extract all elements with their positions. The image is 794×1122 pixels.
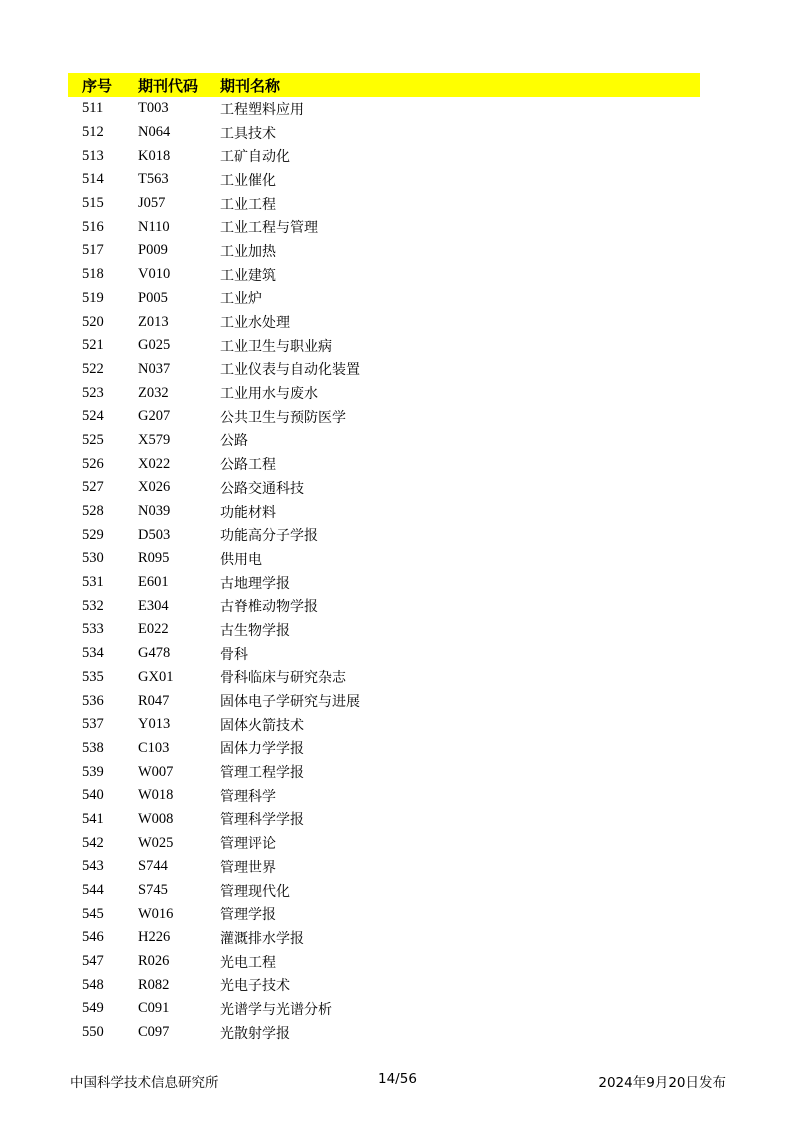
row-seq: 530	[82, 550, 104, 567]
row-code: H226	[138, 929, 171, 946]
row-seq: 543	[82, 858, 104, 875]
row-seq: 548	[82, 976, 104, 993]
row-code: V010	[138, 266, 171, 283]
row-seq: 549	[82, 1000, 104, 1017]
row-name: 公共卫生与预防医学	[220, 409, 346, 426]
table-row	[68, 784, 700, 808]
table-row	[68, 808, 700, 832]
table-row	[68, 192, 700, 216]
row-code: C097	[138, 1024, 170, 1041]
table-row	[68, 215, 700, 239]
row-code: G207	[138, 408, 171, 425]
row-code: GX01	[138, 668, 174, 685]
header-seq: 序号	[82, 77, 113, 95]
row-code: P009	[138, 242, 168, 259]
row-name: 功能高分子学报	[220, 528, 318, 545]
table-row	[68, 973, 700, 997]
row-seq: 526	[82, 455, 104, 472]
row-code: T563	[138, 171, 169, 188]
row-code: J057	[138, 195, 166, 212]
row-name: 固体电子学研究与进展	[220, 694, 360, 711]
row-code: S744	[138, 858, 168, 875]
table-row	[68, 855, 700, 879]
table-row	[68, 666, 700, 690]
table-row	[68, 334, 700, 358]
row-name: 公路交通科技	[220, 480, 304, 497]
row-seq: 547	[82, 953, 104, 970]
row-name: 工业加热	[220, 243, 276, 260]
row-name: 灌溉排水学报	[220, 930, 304, 947]
row-code: X026	[138, 479, 171, 496]
row-name: 工业建筑	[220, 267, 276, 284]
table-row	[68, 310, 700, 334]
row-name: 工业工程与管理	[220, 220, 318, 237]
row-seq: 539	[82, 763, 104, 780]
row-seq: 515	[82, 195, 104, 212]
row-code: N037	[138, 360, 171, 377]
table-row	[68, 713, 700, 737]
table-row	[68, 381, 700, 405]
row-code: W008	[138, 810, 174, 827]
journal-table	[68, 73, 700, 1045]
row-seq: 537	[82, 716, 104, 733]
row-seq: 521	[82, 337, 104, 354]
row-seq: 523	[82, 384, 104, 401]
row-seq: 541	[82, 810, 104, 827]
page-footer	[70, 1071, 726, 1091]
row-code: E601	[138, 574, 169, 591]
row-name: 管理科学	[220, 788, 276, 805]
table-row	[68, 405, 700, 429]
row-seq: 535	[82, 668, 104, 685]
row-seq: 546	[82, 929, 104, 946]
row-seq: 517	[82, 242, 104, 259]
row-seq: 533	[82, 621, 104, 638]
row-seq: 522	[82, 360, 104, 377]
row-code: R047	[138, 692, 170, 709]
row-name: 工业水处理	[220, 315, 290, 332]
table-row	[68, 926, 700, 950]
table-row	[68, 97, 700, 121]
row-code: W016	[138, 905, 174, 922]
table-row	[68, 239, 700, 263]
row-code: Y013	[138, 716, 171, 733]
row-name: 供用电	[220, 551, 262, 568]
row-code: E022	[138, 621, 169, 638]
row-name: 工业用水与废水	[220, 386, 318, 403]
row-code: W018	[138, 787, 174, 804]
row-code: X579	[138, 431, 171, 448]
row-seq: 529	[82, 526, 104, 543]
row-name: 光谱学与光谱分析	[220, 1001, 332, 1018]
table-row	[68, 144, 700, 168]
header-name: 期刊名称	[220, 77, 281, 95]
row-seq: 532	[82, 597, 104, 614]
table-row	[68, 571, 700, 595]
row-seq: 518	[82, 266, 104, 283]
table-row	[68, 642, 700, 666]
row-name: 管理现代化	[220, 883, 290, 900]
row-code: R095	[138, 550, 170, 567]
row-code: N110	[138, 218, 170, 235]
row-code: N039	[138, 503, 171, 520]
table-row	[68, 263, 700, 287]
row-name: 公路	[220, 433, 248, 450]
row-code: X022	[138, 455, 171, 472]
row-name: 光散射学报	[220, 1025, 290, 1042]
row-code: E304	[138, 597, 169, 614]
row-code: S745	[138, 882, 168, 899]
table-row	[68, 547, 700, 571]
row-seq: 524	[82, 408, 104, 425]
row-code: Z013	[138, 313, 169, 330]
row-code: N064	[138, 124, 171, 141]
row-code: W007	[138, 763, 174, 780]
row-name: 光电子技术	[220, 978, 290, 995]
header-code: 期刊代码	[138, 77, 199, 95]
row-code: P005	[138, 289, 168, 306]
row-name: 固体力学学报	[220, 741, 304, 758]
row-code: K018	[138, 147, 171, 164]
row-seq: 538	[82, 739, 104, 756]
table-header-row	[68, 73, 700, 97]
row-name: 骨科临床与研究杂志	[220, 670, 346, 687]
row-seq: 516	[82, 218, 104, 235]
footer-date: 2024年9月20日发布	[598, 1075, 726, 1091]
row-seq: 528	[82, 503, 104, 520]
row-code: R026	[138, 953, 170, 970]
row-name: 工业仪表与自动化装置	[220, 362, 360, 379]
table-row	[68, 760, 700, 784]
table-row	[68, 618, 700, 642]
table-row	[68, 1021, 700, 1045]
row-code: G478	[138, 645, 171, 662]
table-row	[68, 879, 700, 903]
row-name: 工矿自动化	[220, 149, 290, 166]
row-name: 管理学报	[220, 907, 276, 924]
row-seq: 544	[82, 882, 104, 899]
table-body	[68, 97, 700, 1045]
row-name: 光电工程	[220, 954, 276, 971]
row-seq: 525	[82, 431, 104, 448]
table-row	[68, 476, 700, 500]
row-name: 工业卫生与职业病	[220, 338, 332, 355]
row-name: 工业工程	[220, 196, 276, 213]
row-code: T003	[138, 100, 169, 117]
table-row	[68, 997, 700, 1021]
row-seq: 534	[82, 645, 104, 662]
row-seq: 519	[82, 289, 104, 306]
table-row	[68, 523, 700, 547]
row-seq: 536	[82, 692, 104, 709]
row-name: 公路工程	[220, 457, 276, 474]
row-seq: 513	[82, 147, 104, 164]
row-name: 古生物学报	[220, 622, 290, 639]
table-row	[68, 594, 700, 618]
table-row	[68, 950, 700, 974]
table-row	[68, 831, 700, 855]
row-name: 工业炉	[220, 291, 262, 308]
row-name: 管理评论	[220, 836, 276, 853]
row-name: 功能材料	[220, 504, 276, 521]
row-name: 工具技术	[220, 125, 276, 142]
row-seq: 540	[82, 787, 104, 804]
row-code: G025	[138, 337, 171, 354]
row-code: C103	[138, 739, 170, 756]
table-row	[68, 500, 700, 524]
row-name: 古脊椎动物学报	[220, 599, 318, 616]
row-name: 管理工程学报	[220, 765, 304, 782]
row-code: W025	[138, 834, 174, 851]
row-code: C091	[138, 1000, 170, 1017]
row-code: R082	[138, 976, 170, 993]
row-seq: 511	[82, 100, 104, 117]
row-name: 工程塑料应用	[220, 101, 304, 118]
table-row	[68, 168, 700, 192]
row-name: 管理科学学报	[220, 812, 304, 829]
row-seq: 545	[82, 905, 104, 922]
row-name: 管理世界	[220, 859, 276, 876]
row-name: 工业催化	[220, 172, 276, 189]
row-seq: 512	[82, 124, 104, 141]
row-name: 骨科	[220, 646, 248, 663]
footer-page-number: 14/56	[378, 1071, 417, 1087]
row-seq: 514	[82, 171, 104, 188]
table-row	[68, 121, 700, 145]
table-row	[68, 287, 700, 311]
table-row	[68, 452, 700, 476]
row-name: 古地理学报	[220, 575, 290, 592]
row-seq: 550	[82, 1024, 104, 1041]
footer-institution: 中国科学技术信息研究所	[70, 1075, 219, 1091]
table-row	[68, 902, 700, 926]
row-seq: 542	[82, 834, 104, 851]
row-code: Z032	[138, 384, 169, 401]
row-seq: 527	[82, 479, 104, 496]
table-row	[68, 358, 700, 382]
table-row	[68, 429, 700, 453]
row-name: 固体火箭技术	[220, 717, 304, 734]
row-seq: 520	[82, 313, 104, 330]
table-row	[68, 689, 700, 713]
row-seq: 531	[82, 574, 104, 591]
table-row	[68, 737, 700, 761]
row-code: D503	[138, 526, 171, 543]
